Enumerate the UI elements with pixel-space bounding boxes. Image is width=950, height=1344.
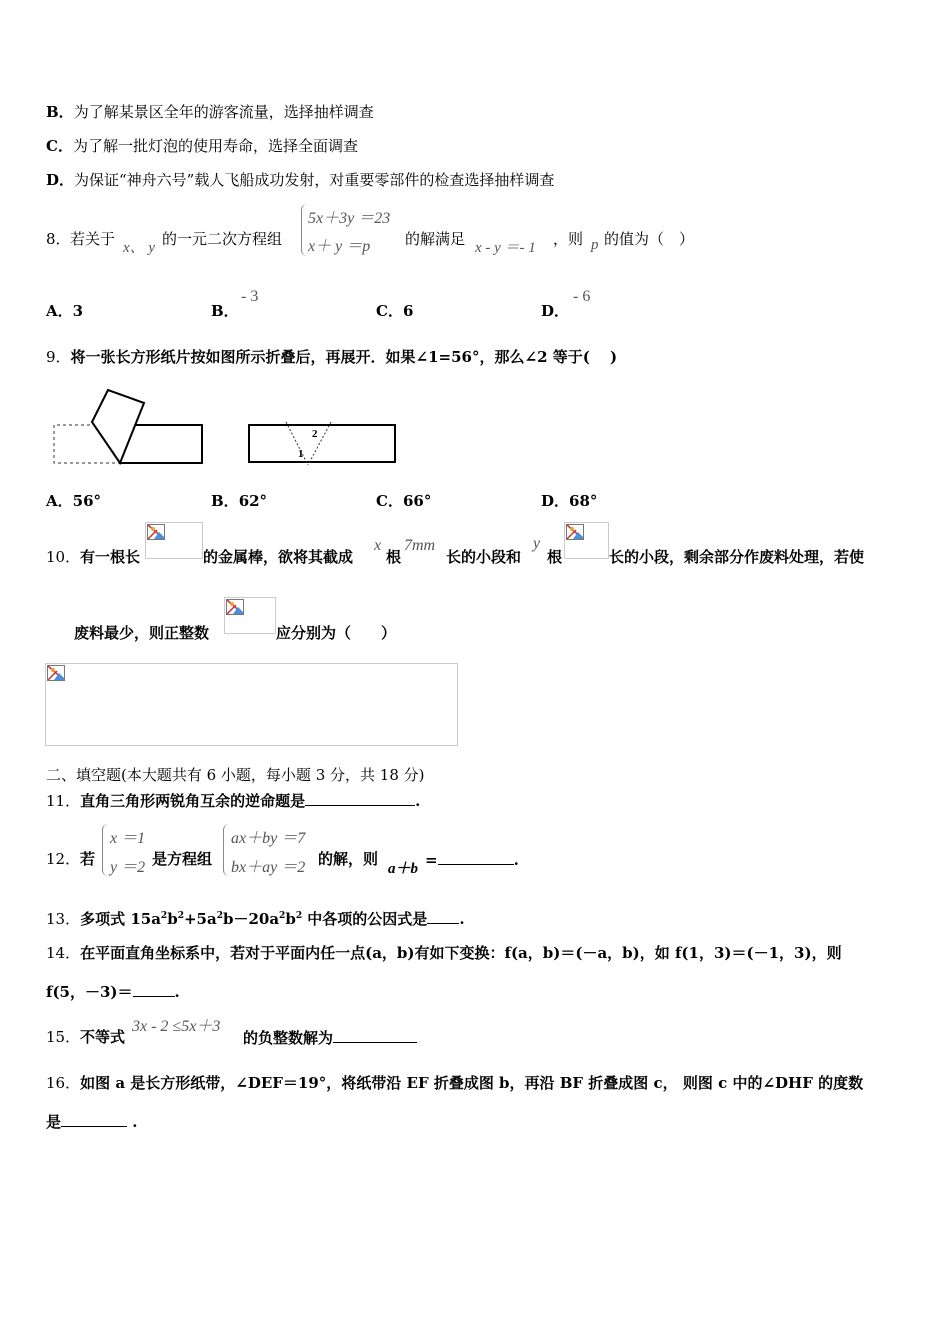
q8-text-5: 的值为（ ） — [604, 230, 695, 248]
broken-image-icon — [226, 599, 244, 615]
q10-text-3: 根 — [386, 548, 402, 566]
q9-fig-strip-right — [249, 425, 395, 462]
q12-number: 12． — [46, 850, 81, 868]
q12-text-2: 是方程组 — [152, 850, 213, 868]
q10-options-image-placeholder — [45, 663, 458, 746]
q12-solution-x: x ＝1 — [110, 830, 146, 847]
q8-option-c: C．6 — [376, 302, 414, 320]
q9-option-d: D．68° — [541, 492, 598, 510]
broken-image-icon — [47, 665, 65, 681]
q12-solution-brace — [102, 824, 109, 876]
q8-vars: x、 y — [123, 240, 156, 256]
q10-var-y: y — [533, 535, 541, 552]
q8-option-d-letter: D． — [541, 302, 570, 320]
q10-var-x: x — [374, 537, 382, 554]
q15-text-2: 的负整数解为 — [243, 1027, 417, 1048]
q12-text-3: 的解，则 — [318, 850, 379, 868]
q8-text-4: ，则 — [553, 230, 584, 248]
q8-equation-2: x＋ y ＝p — [308, 238, 371, 255]
q7-option-c: C．为了解一批灯泡的使用寿命，选择全面调查 — [46, 137, 358, 155]
q16-line-2: 是 . — [46, 1113, 138, 1131]
q10-text-5: 根 — [547, 548, 563, 566]
q10-image-placeholder-3 — [224, 597, 276, 634]
q11: 11．直角三角形两锐角互余的逆命题是 . — [46, 792, 421, 810]
q10-image-placeholder-2 — [564, 522, 609, 559]
q15-inequality: 3x - 2 ≤5x＋3 — [132, 1018, 221, 1035]
section-2-title: 二、填空题(本大题共有 6 小题，每小题 3 分，共 18 分) — [46, 766, 425, 784]
q9-fig-angle-2: 2 — [312, 428, 318, 440]
q12-text-1: 若 — [80, 850, 96, 868]
q8-p: p — [591, 237, 599, 253]
q8-number: 8． — [46, 230, 71, 248]
q12-answer: = . — [425, 851, 519, 869]
q8-text-3: 的解满足 — [405, 230, 466, 248]
q12-expression: a＋b — [388, 861, 419, 877]
q10-image-placeholder-1 — [145, 522, 203, 559]
q11-answer-blank[interactable] — [305, 790, 415, 806]
q9-option-b: B．62° — [211, 492, 268, 510]
q14-line-1: 14．在平面直角坐标系中，若对于平面内任一点(a，b)有如下变换：f(a，b)＝(－a，b)，如 f(1，3)＝(－1，3)，则 — [46, 944, 842, 962]
q8-option-b-value: - 3 — [241, 288, 259, 305]
q9-question: 9．将一张长方形纸片按如图所示折叠后，再展开．如果∠1=56°，那么∠2 等于( ) — [46, 348, 618, 366]
broken-image-icon — [147, 524, 165, 540]
broken-image-icon — [566, 524, 584, 540]
q15-answer-blank[interactable] — [333, 1027, 417, 1043]
q9-fig-folded-flap — [92, 390, 144, 463]
q13: 13．多项式 $15a^2b^2+5a^2b-20a^2b^2$ 中各项的公因式是 . — [46, 910, 465, 928]
q14-line-2: f(5，－3)＝ . — [46, 983, 180, 1001]
q8-option-a: A．3 — [46, 302, 84, 320]
q13-answer-blank[interactable] — [427, 908, 459, 924]
q8-equation-1: 5x＋3y ＝23 — [308, 210, 391, 227]
q7-option-d: D．为保证“神舟六号”载人飞船成功发射，对重要零部件的检查选择抽样调查 — [46, 171, 555, 189]
q14-answer-blank[interactable] — [133, 981, 175, 997]
q10-text-2: 的金属棒，欲将其截成 — [203, 548, 354, 566]
q12-system-brace — [223, 824, 230, 876]
q10-text-8: 应分别为（ ） — [276, 624, 397, 642]
q8-option-b-letter: B． — [211, 302, 239, 320]
q8-condition: x - y ＝- 1 — [475, 240, 536, 256]
q8-system-brace — [301, 204, 308, 256]
q10-number: 10． — [46, 548, 81, 566]
q9-option-a: A．56° — [46, 492, 102, 510]
q15-text-1: 不等式 — [80, 1028, 126, 1046]
q9-fig-crease-1 — [286, 422, 308, 465]
q10-text-7: 废料最少，则正整数 — [74, 624, 210, 642]
q9-fold-figure — [50, 385, 410, 470]
q8-text-1: 若关于 — [70, 230, 116, 248]
q7-option-b: B．为了解某景区全年的游客流量，选择抽样调查 — [46, 103, 374, 121]
q12-equation-1: ax＋by ＝7 — [231, 830, 306, 847]
q10-length: 7mm — [404, 537, 436, 554]
q8-option-d-value: - 6 — [573, 288, 591, 305]
q16-line-1: 16．如图 a 是长方形纸带，∠DEF＝19°，将纸带沿 EF 折叠成图 b，再沿 BF 折叠成图 c， 则图 c 中的∠DHF 的度数 — [46, 1074, 864, 1092]
q12-equation-2: bx＋ay ＝2 — [231, 859, 306, 876]
q12-solution-y: y ＝2 — [110, 859, 146, 876]
q9-option-c: C．66° — [376, 492, 432, 510]
q16-answer-blank[interactable] — [61, 1111, 127, 1127]
q10-text-4: 长的小段和 — [446, 548, 522, 566]
q10-text-6: 长的小段，剩余部分作废料处理，若使 — [609, 548, 865, 566]
q12-answer-blank[interactable] — [438, 849, 514, 865]
q8-text-2: 的一元二次方程组 — [162, 230, 283, 248]
q9-fig-angle-1: 1 — [298, 448, 304, 460]
q10-text-1: 有一根长 — [80, 548, 141, 566]
q15-number: 15． — [46, 1028, 81, 1046]
